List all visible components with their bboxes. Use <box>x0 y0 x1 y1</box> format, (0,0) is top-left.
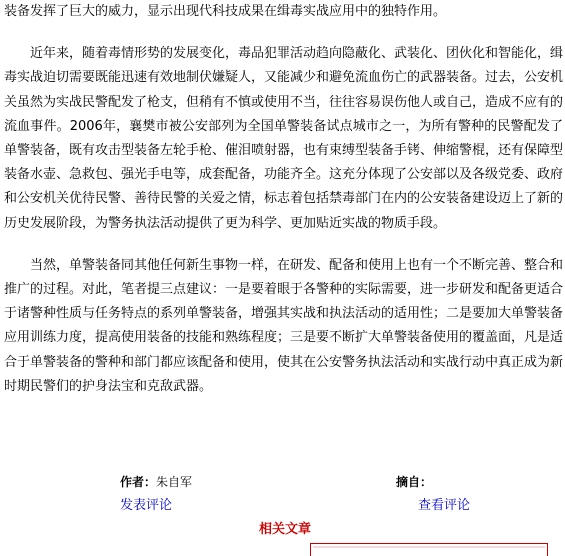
article-paragraph-3: 当然，单警装备同其他任何新生事物一样，在研发、配备和使用上也有一个不断完善、整合和推广的过程。对此，笔者提三点建议：一是要着眼于各警种的实际需要，进一步研发和配备更适合于诸警种性质与任务特点的系列单警装备，增强其实战和执法活动的适用性；二是要加大单警装备应用训练力度，提高使用装备的技能和熟练程度；三是要不断扩大单警装备使用的覆盖面，凡是适合于单警装备的警种和部门都应该配备和使用，使其在公安警务执法活动和实战行动中真正成为新时期民警们的护身法宝和克敌武器。 <box>4 257 564 394</box>
author-line <box>120 474 192 490</box>
related-articles-title: 相关文章 <box>259 522 312 537</box>
post-comment-link[interactable]: 发表评论 <box>120 498 173 513</box>
paragraph-spacer <box>4 236 563 254</box>
related-articles-box-header <box>313 546 545 548</box>
article-body <box>4 0 563 399</box>
article-paragraph-2: 近年来，随着毒情形势的发展变化，毒品犯罪活动趋向隐蔽化、武装化、团伙化和智能化，缉毒实战迫切需要既能迅速有效地制伏嫌疑人，又能减少和避免流血伤亡的武器装备。过去，公安机关虽然为实战民警配发了枪支，但稍有不慎或使用不当，往往容易误伤他人或自己，造成不应有的流血事件。2006年，襄樊市被公安部列为全国单警装备试点城市之一，为所有警种的民警配发了单警装备，既有攻击型装备左轮手枪、催泪喷射器，也有束缚型装备手铐、伸缩警棍，还有保障型装备水壶、急救包、强光手电等，成套配备，功能齐全。这充分体现了公安部以及各级党委、政府和公安机关优待民警、善待民警的关爱之情，标志着包括禁毒部门在内的公安装备建设迈上了新的历史发展阶段，为警务执法活动提供了更为科学、更加贴近实战的物质手段。 <box>4 46 564 231</box>
view-comments-wrap <box>418 497 470 514</box>
view-comments-link[interactable]: 查看评论 <box>418 498 471 513</box>
author-name: 朱自军 <box>156 475 193 489</box>
article-paragraph-1: 装备发挥了巨大的威力，显示出现代科技成果在缉毒实战应用中的独特作用。 <box>4 4 447 19</box>
paragraph-spacer <box>4 24 563 42</box>
excerpt-line <box>396 474 432 490</box>
post-comment-wrap <box>120 497 172 514</box>
excerpt-label: 摘自： <box>396 475 433 489</box>
author-label: 作者： <box>120 475 157 489</box>
related-articles-box <box>310 543 548 556</box>
